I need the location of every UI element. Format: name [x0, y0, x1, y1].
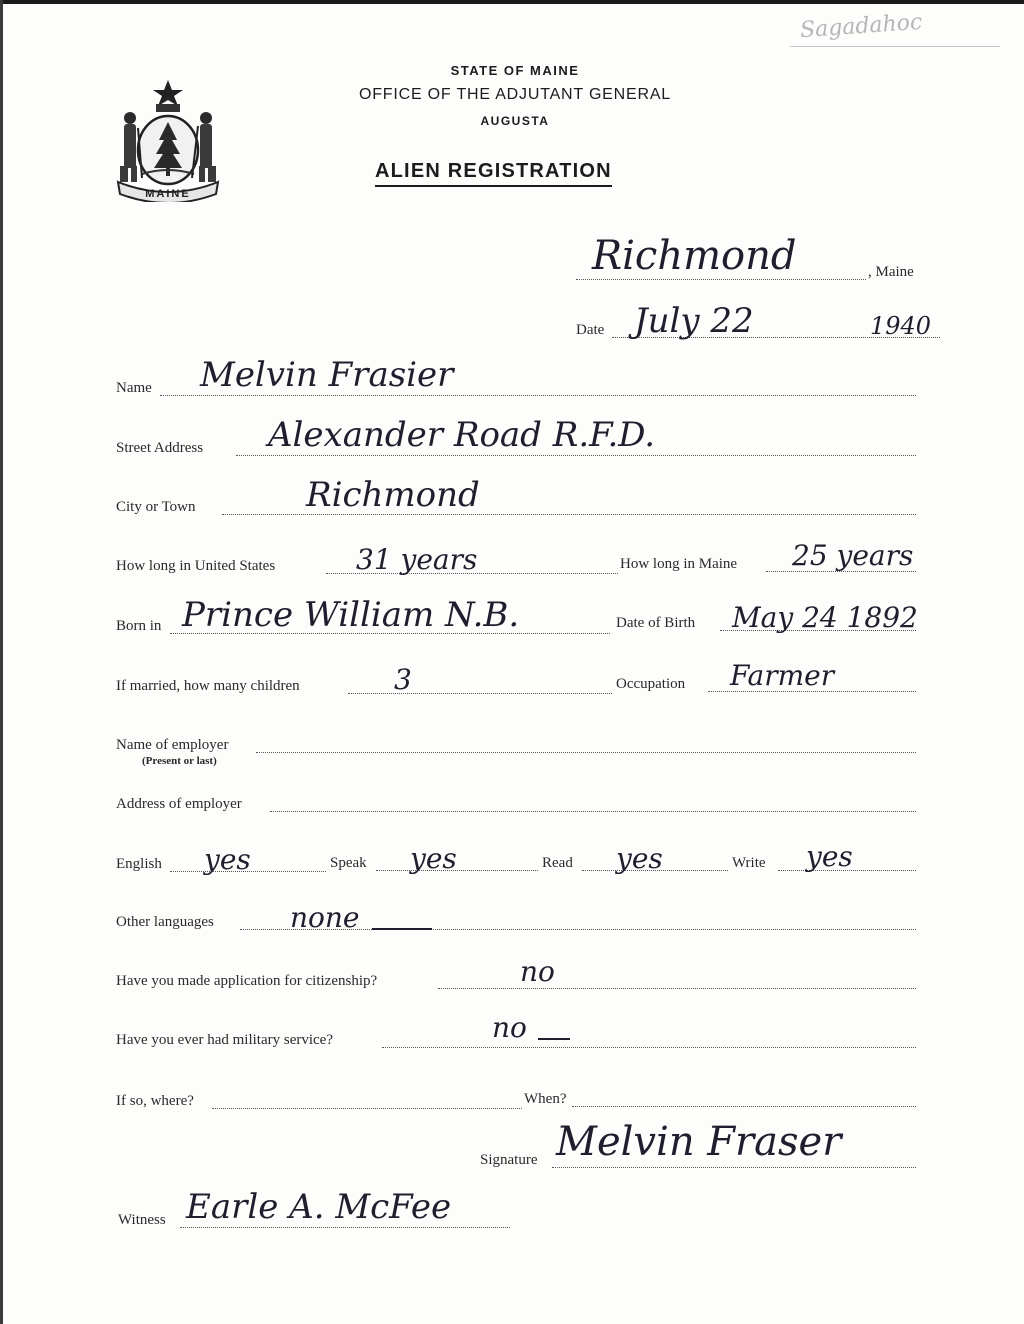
date-label: Date: [576, 322, 605, 338]
town-value: Richmond: [592, 233, 797, 279]
scan-border-left: [0, 0, 3, 1324]
state-seal-icon: [112, 78, 224, 202]
military-pen-stroke: [538, 1038, 570, 1040]
how-long-maine-label: How long in Maine: [620, 556, 738, 572]
read-label: Read: [542, 855, 573, 871]
read-value: yes: [616, 842, 663, 875]
signature-label: Signature: [480, 1152, 538, 1168]
how-long-maine-value: 25 years: [792, 539, 914, 572]
speak-dots: [376, 870, 538, 871]
occupation-value: Farmer: [730, 659, 835, 692]
citizenship-dots: [438, 988, 916, 989]
maine-label: , Maine: [868, 264, 914, 280]
how-long-us-label: How long in United States: [116, 558, 276, 574]
employer-name-dots: [256, 752, 916, 753]
header-office: OFFICE OF THE ADJUTANT GENERAL: [358, 86, 672, 103]
employer-address-dots: [270, 811, 916, 812]
street-address-value: Alexander Road R.F.D.: [268, 415, 656, 455]
city-value: Richmond: [306, 475, 480, 515]
date-value: July 22: [634, 301, 754, 341]
street-address-dots: [236, 455, 916, 456]
scan-border-top: [0, 0, 1024, 4]
when-dots: [572, 1106, 916, 1107]
born-in-value: Prince William N.B.: [182, 595, 520, 635]
children-dots: [348, 693, 612, 694]
military-dots: [382, 1047, 916, 1048]
occupation-label: Occupation: [616, 676, 686, 692]
employer-name-label: Name of employer: [116, 737, 229, 753]
employer-address-label: Address of employer: [116, 796, 242, 812]
speak-value: yes: [410, 842, 457, 875]
signature-value: Melvin Fraser: [556, 1119, 842, 1165]
date-of-birth-label: Date of Birth: [616, 615, 696, 631]
military-label: Have you ever had military service?: [116, 1032, 333, 1048]
other-languages-label: Other languages: [116, 914, 214, 930]
speak-label: Speak: [330, 855, 367, 871]
if-so-where-dots: [212, 1108, 522, 1109]
date-year-value: 1940: [870, 312, 932, 340]
children-label: If married, how many children: [116, 678, 300, 694]
other-languages-pen-stroke: [372, 928, 432, 930]
other-languages-value: none: [290, 901, 360, 934]
date-of-birth-value: May 24 1892: [732, 601, 918, 634]
write-value: yes: [806, 840, 853, 873]
english-value: yes: [204, 843, 251, 876]
witness-label: Witness: [118, 1212, 166, 1228]
seal-banner-text: MAINE: [145, 188, 191, 200]
citizenship-value: no: [520, 955, 555, 988]
witness-dots: [180, 1227, 510, 1228]
form-title: ALIEN REGISTRATION: [375, 160, 612, 187]
header-state: STATE OF MAINE: [450, 63, 580, 78]
write-label: Write: [732, 855, 766, 871]
name-label: Name: [116, 380, 152, 396]
if-so-where-label: If so, where?: [116, 1093, 194, 1109]
how-long-us-value: 31 years: [356, 543, 478, 576]
witness-value: Earle A. McFee: [186, 1187, 452, 1227]
name-dots: [160, 395, 916, 396]
city-label: City or Town: [116, 499, 196, 515]
employer-name-sublabel: (Present or last): [142, 755, 217, 767]
military-value: no: [492, 1011, 527, 1044]
citizenship-label: Have you made application for citizenship?: [116, 973, 378, 989]
signature-dots: [552, 1167, 916, 1168]
children-value: 3: [394, 663, 412, 696]
when-label: When?: [524, 1091, 567, 1107]
corner-county-note: Sagadahoc: [799, 9, 924, 44]
corner-rule: [790, 46, 1000, 47]
street-address-label: Street Address: [116, 440, 204, 456]
born-in-label: Born in: [116, 618, 162, 634]
name-value: Melvin Frasier: [200, 355, 454, 395]
town-dots: [576, 279, 866, 280]
english-label: English: [116, 856, 162, 872]
header-city: AUGUSTA: [480, 114, 550, 128]
